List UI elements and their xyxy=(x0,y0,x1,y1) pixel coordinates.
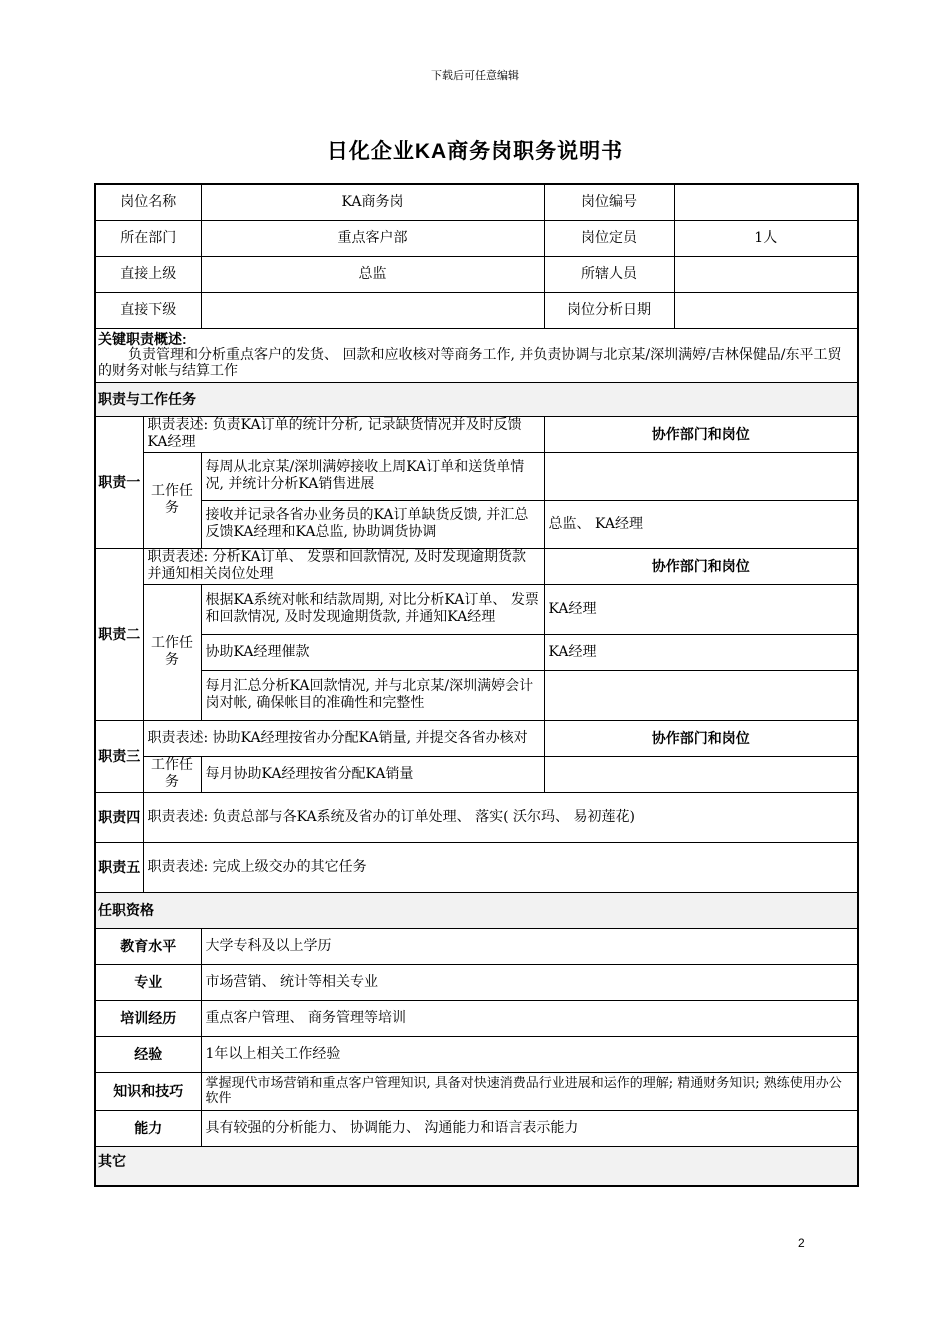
duty-3-task-1: 每月协助KA经理按省分配KA销量 xyxy=(201,756,544,792)
duty-4-desc: 职责表述: 负责总部与各KA系统及省办的订单处理、 落实( 沃尔玛、 易初莲花) xyxy=(143,792,858,842)
duty-4-label: 职责四 xyxy=(95,792,143,842)
duty-2-desc: 职责表述: 分析KA订单、 发票和回款情况, 及时发现逾期货款并通知相关岗位处理 xyxy=(143,548,544,584)
basic-row-name xyxy=(95,184,858,220)
subordinate-label: 直接下级 xyxy=(95,292,201,328)
summary-heading: 关键职责概述: xyxy=(98,331,187,347)
dept-label: 所在部门 xyxy=(95,220,201,256)
other-heading: 其它 xyxy=(95,1146,858,1186)
code-label: 岗位编号 xyxy=(544,184,674,220)
duty-2-task-2: 协助KA经理催款 xyxy=(201,634,544,670)
duty-1-task-1-row xyxy=(95,452,858,500)
duty-2-task-1-coop: KA经理 xyxy=(544,584,858,634)
duty-3-coop-heading: 协作部门和岗位 xyxy=(544,720,858,756)
duty-4-row xyxy=(95,792,858,842)
duty-1-coop-heading: 协作部门和岗位 xyxy=(544,416,858,452)
qual-value-ability: 具有较强的分析能力、 协调能力、 沟通能力和语言表示能力 xyxy=(201,1110,858,1146)
duty-1-task-1-coop xyxy=(544,452,858,500)
qualifications-heading-row xyxy=(95,892,858,928)
duty-2-task-1-row xyxy=(95,584,858,634)
basic-row-subordinate xyxy=(95,292,858,328)
qual-label-ability: 能力 xyxy=(95,1110,201,1146)
duty-2-task-3-coop xyxy=(544,670,858,720)
qualifications-heading: 任职资格 xyxy=(95,892,858,928)
duty-1-desc-row xyxy=(95,416,858,452)
page-title: 日化企业KA商务岗职务说明书 xyxy=(326,140,624,163)
superior-label: 直接上级 xyxy=(95,256,201,292)
dept-value: 重点客户部 xyxy=(201,220,544,256)
code-value xyxy=(674,184,858,220)
other-row xyxy=(95,1146,858,1186)
qual-row xyxy=(95,1000,858,1036)
duty-2-task-2-row xyxy=(95,634,858,670)
duty-2-task-label: 工作任务 xyxy=(143,584,201,720)
qual-value-experience: 1年以上相关工作经验 xyxy=(201,1036,858,1072)
qual-row xyxy=(95,1072,858,1110)
managed-label: 所辖人员 xyxy=(544,256,674,292)
duty-1-label: 职责一 xyxy=(95,416,143,548)
quota-value: 1人 xyxy=(674,220,858,256)
duty-3-desc-row xyxy=(95,720,858,756)
duty-1-task-1: 每周从北京某/深圳满婷接收上周KA订单和送货单情况, 并统计分析KA销售进展 xyxy=(201,452,544,500)
page-number: 2 xyxy=(798,1236,805,1250)
qual-row xyxy=(95,1110,858,1146)
duty-1-desc: 职责表述: 负责KA订单的统计分析, 记录缺货情况并及时反馈KA经理 xyxy=(143,416,544,452)
duties-heading: 职责与工作任务 xyxy=(95,382,858,416)
duty-5-desc: 职责表述: 完成上级交办的其它任务 xyxy=(143,842,858,892)
date-value xyxy=(674,292,858,328)
duty-2-task-1: 根据KA系统对帐和结款周期, 对比分析KA订单、 发票和回款情况, 及时发现逾期货款, 并通知KA经理 xyxy=(201,584,544,634)
summary-row xyxy=(95,328,858,382)
duty-1-task-2: 接收并记录各省办业务员的KA订单缺货反馈, 并汇总反馈KA经理和KA总监, 协助调货协调 xyxy=(201,500,544,548)
qual-label-experience: 经验 xyxy=(95,1036,201,1072)
duty-3-task-label: 工作任务 xyxy=(143,756,201,792)
duty-2-label: 职责二 xyxy=(95,548,143,720)
date-label: 岗位分析日期 xyxy=(544,292,674,328)
managed-value xyxy=(674,256,858,292)
summary-text: 负责管理和分析重点客户的发货、 回款和应收核对等商务工作, 并负责协调与北京某/深圳满婷/吉林保健品/东平工贸的财务对帐与结算工作 xyxy=(98,347,842,379)
duty-3-desc: 职责表述: 协助KA经理按省办分配KA销量, 并提交各省办核对 xyxy=(143,720,544,756)
qual-value-training: 重点客户管理、 商务管理等培训 xyxy=(201,1000,858,1036)
qual-value-knowledge: 掌握现代市场营销和重点客户管理知识, 具备对快速消费品行业进展和运作的理解; 精通财务知识; 熟练使用办公软件 xyxy=(201,1072,858,1110)
duty-3-label: 职责三 xyxy=(95,720,143,792)
name-label: 岗位名称 xyxy=(95,184,201,220)
duty-1-task-2-row xyxy=(95,500,858,548)
duty-2-desc-row xyxy=(95,548,858,584)
qual-label-major: 专业 xyxy=(95,964,201,1000)
duty-2-task-3-row xyxy=(95,670,858,720)
duty-5-label: 职责五 xyxy=(95,842,143,892)
duty-3-task-1-row xyxy=(95,756,858,792)
qual-label-training: 培训经历 xyxy=(95,1000,201,1036)
qual-label-knowledge: 知识和技巧 xyxy=(95,1072,201,1110)
qual-row xyxy=(95,928,858,964)
basic-row-dept xyxy=(95,220,858,256)
duties-heading-row xyxy=(95,382,858,416)
qual-value-education: 大学专科及以上学历 xyxy=(201,928,858,964)
qual-row xyxy=(95,1036,858,1072)
duty-2-task-2-coop: KA经理 xyxy=(544,634,858,670)
subordinate-value xyxy=(201,292,544,328)
qual-label-education: 教育水平 xyxy=(95,928,201,964)
qual-row xyxy=(95,964,858,1000)
duty-1-task-2-coop: 总监、 KA经理 xyxy=(544,500,858,548)
name-value: KA商务岗 xyxy=(201,184,544,220)
superior-value: 总监 xyxy=(201,256,544,292)
duty-2-coop-heading: 协作部门和岗位 xyxy=(544,548,858,584)
basic-row-superior xyxy=(95,256,858,292)
duty-2-task-3: 每月汇总分析KA回款情况, 并与北京某/深圳满婷会计岗对帐, 确保帐目的准确性和完整性 xyxy=(201,670,544,720)
header-note: 下载后可任意编辑 xyxy=(431,69,519,82)
job-description-table xyxy=(94,183,859,1187)
duty-5-row xyxy=(95,842,858,892)
duty-1-task-label: 工作任务 xyxy=(143,452,201,548)
quota-label: 岗位定员 xyxy=(544,220,674,256)
qual-value-major: 市场营销、 统计等相关专业 xyxy=(201,964,858,1000)
duty-3-task-1-coop xyxy=(544,756,858,792)
